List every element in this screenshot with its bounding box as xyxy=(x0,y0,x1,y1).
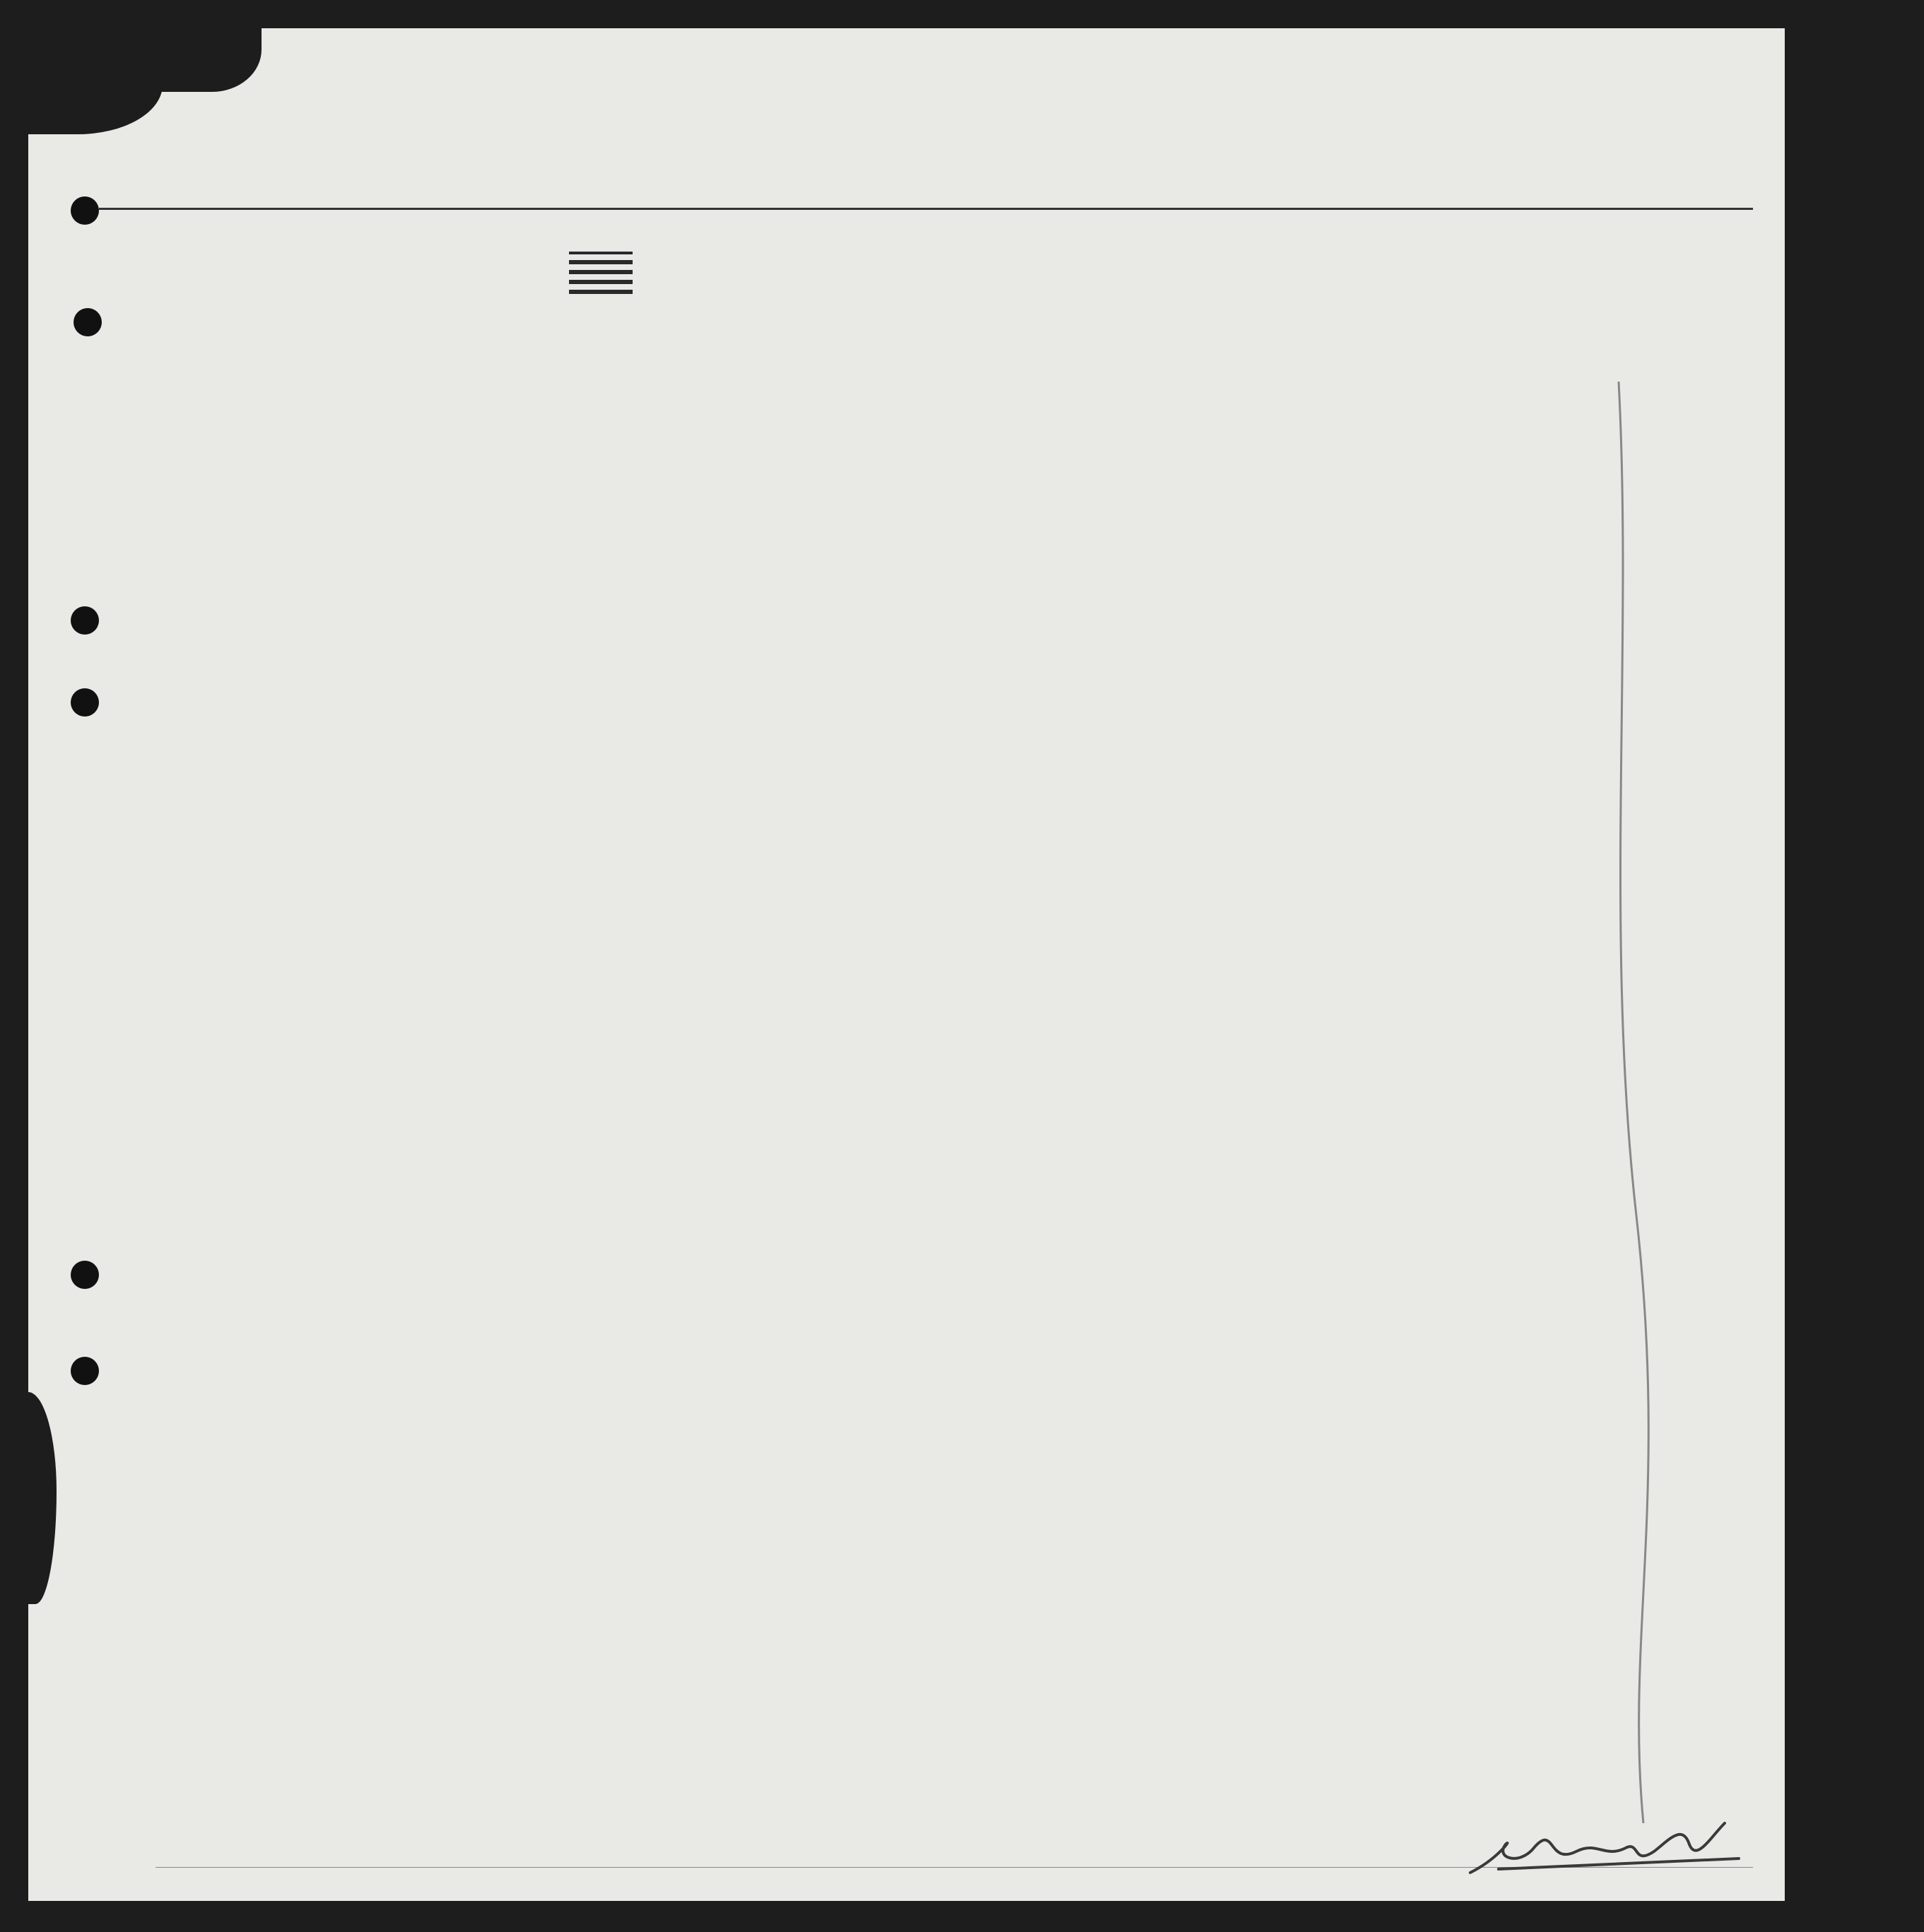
punch-hole xyxy=(71,196,99,225)
vessel-underline xyxy=(99,208,1753,210)
punch-hole xyxy=(74,308,102,336)
punch-hole xyxy=(71,606,99,635)
torn-corner-edge xyxy=(28,85,163,134)
manifest-sheet xyxy=(28,28,1785,1901)
torn-corner xyxy=(28,28,262,92)
punch-hole xyxy=(71,688,99,717)
punch-hole xyxy=(71,1357,99,1385)
torn-left-edge xyxy=(28,1392,57,1604)
officer-signature xyxy=(1456,1809,1753,1887)
pencil-line xyxy=(1576,367,1675,1837)
col-3-strikeout xyxy=(569,252,633,294)
punch-hole xyxy=(71,1261,99,1289)
